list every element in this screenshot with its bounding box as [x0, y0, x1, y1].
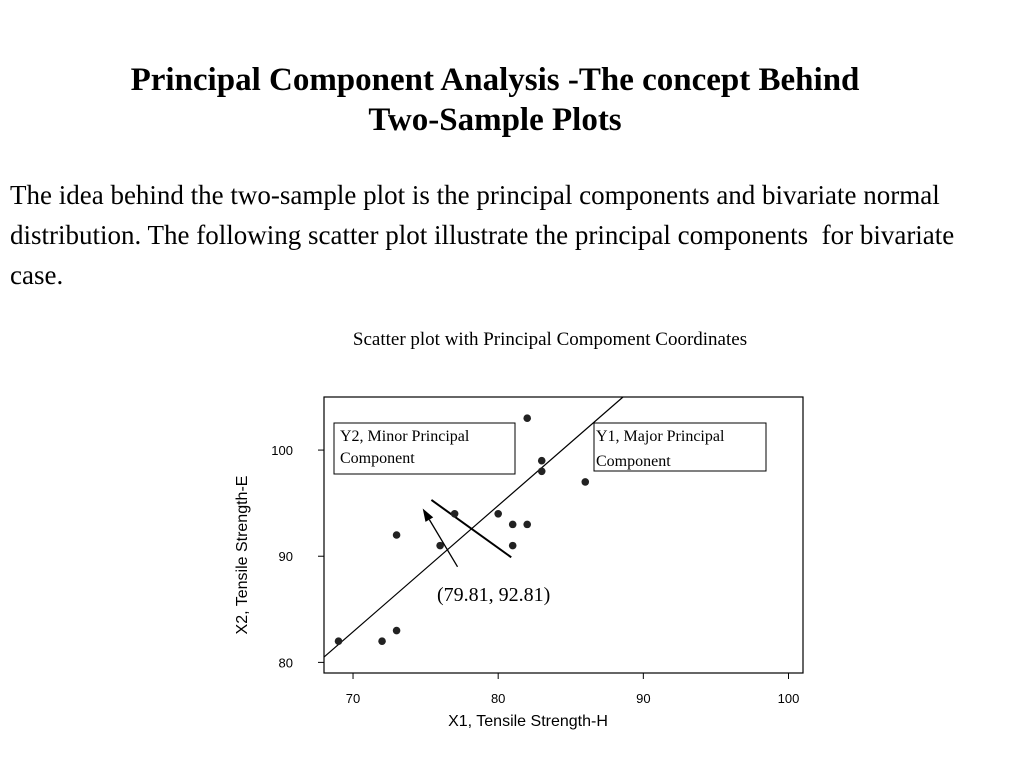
center-coordinate-label: (79.81, 92.81)	[437, 584, 551, 606]
minor-component-label-line1: Y2, Minor Principal	[340, 428, 470, 445]
y-axis-ticks	[271, 443, 324, 670]
x-axis-ticks	[346, 673, 800, 706]
x-axis-label: X1, Tensile Strength-H	[448, 713, 608, 730]
data-point	[393, 627, 401, 635]
x-tick-label: 70	[345, 691, 361, 706]
major-component-label-line1: Y1, Major Principal	[596, 428, 725, 445]
data-point	[538, 457, 546, 465]
y-tick-label: 90	[278, 549, 293, 565]
data-point	[538, 468, 546, 476]
major-component-label-line2: Component	[596, 453, 671, 470]
center-point-arrowhead	[423, 508, 434, 521]
y-tick-label: 100	[271, 443, 293, 459]
x-tick-label: 90	[636, 691, 651, 706]
chart-title: Scatter plot with Principal Compoment Coordinates	[352, 329, 748, 350]
data-point	[451, 510, 459, 518]
center-point-arrow	[429, 520, 457, 567]
slide-body-text: The idea behind the two-sample plot is the principal components and bivariate normal distribution. The following scatter plot illustrate the principal components for bivariate case.	[10, 180, 962, 290]
y-axis-label: X2, Tensile Strength-E	[234, 475, 251, 635]
x-tick-label: 100	[777, 691, 800, 706]
data-point	[509, 542, 517, 550]
minor-principal-axis-line	[431, 500, 511, 557]
data-point	[494, 510, 502, 518]
data-point	[335, 637, 343, 645]
y-tick-label: 80	[278, 655, 293, 671]
plot-area	[324, 397, 766, 657]
data-point	[523, 521, 531, 529]
data-point	[509, 521, 517, 529]
slide-title-line1: Principal Component Analysis -The concept Behind	[130, 62, 860, 98]
data-point	[581, 478, 589, 486]
slide-title-line2: Two-Sample Plots	[368, 102, 622, 138]
minor-component-label-line2: Component	[340, 450, 415, 467]
data-point	[393, 531, 401, 539]
data-point	[523, 414, 531, 422]
x-tick-label: 80	[490, 691, 506, 706]
data-point	[378, 637, 386, 645]
